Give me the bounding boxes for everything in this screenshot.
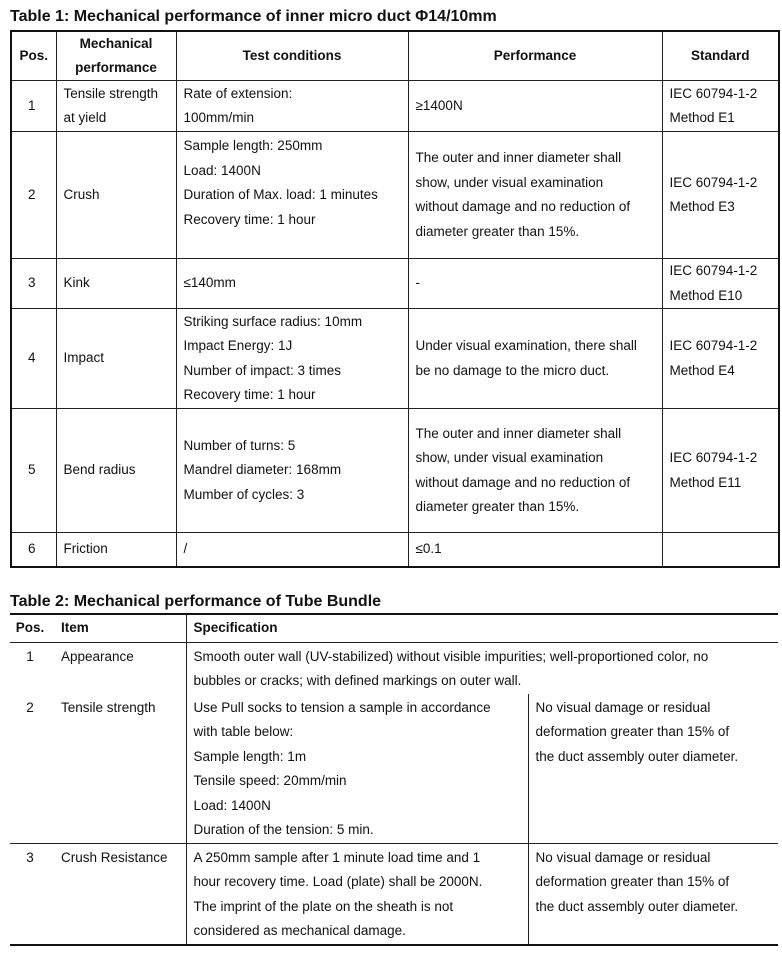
t1-pos: 5: [11, 409, 56, 533]
table-row: [11, 533, 779, 567]
t2-pos: 2: [26, 699, 34, 715]
table1-title: Table 1: Mechanical performance of inner micro duct Φ14/10mm: [10, 8, 497, 25]
t1-performance: ≤0.1: [408, 533, 662, 567]
t2-result: No visual damage or residual deformation greater than 15% of the duct assembly outer diameter.: [528, 694, 778, 844]
table-row: [11, 132, 779, 259]
t1-standard: IEC 60794-1-2 Method E4: [662, 309, 779, 409]
t1-performance: The outer and inner diameter shall show, under visual examination without damage and no reduction of diameter greater than 15%.: [408, 132, 662, 259]
t1-performance: ≥1400N: [408, 81, 662, 132]
table-row: [11, 309, 779, 409]
t1-header-performance: Performance: [408, 31, 662, 81]
table1: [10, 30, 780, 568]
table-row: [11, 409, 779, 533]
t1-header-conditions: Test conditions: [176, 31, 408, 81]
t1-standard: IEC 60794-1-2 Method E3: [662, 132, 779, 259]
t2-spec: Use Pull socks to tension a sample in accordance with table below: Sample length: 1m Tensile speed: 20mm/min Load: 1400N Duration of the tension: 5 min.: [186, 694, 528, 844]
t1-header-mechanical: Mechanical performance: [56, 31, 176, 81]
t1-pos: 1: [11, 81, 56, 132]
table2-title: Table 2: Mechanical performance of Tube Bundle: [10, 593, 382, 610]
t1-property: Friction: [56, 533, 176, 567]
t1-conditions: Rate of extension: 100mm/min: [176, 81, 408, 132]
t2-pos: 1: [26, 648, 34, 664]
t1-standard: IEC 60794-1-2 Method E11: [662, 409, 779, 533]
t2-item: Crush Resistance: [54, 843, 186, 945]
t1-conditions: /: [176, 533, 408, 567]
t1-standard: [662, 533, 779, 567]
t1-conditions: Number of turns: 5 Mandrel diameter: 168mm Mumber of cycles: 3: [176, 409, 408, 533]
t1-property: Crush: [56, 132, 176, 259]
table-row: [11, 259, 779, 309]
t2-header-item: Item: [54, 614, 186, 642]
t1-header-standard: Standard: [662, 31, 779, 81]
table2: [10, 613, 778, 946]
table-row: [10, 843, 778, 945]
t1-standard: IEC 60794-1-2 Method E1: [662, 81, 779, 132]
t2-item: Appearance: [61, 648, 134, 664]
t1-property: Tensile strength at yield: [56, 81, 176, 132]
t1-property: Kink: [56, 259, 176, 309]
t1-conditions: ≤140mm: [176, 259, 408, 309]
t1-pos: 6: [11, 533, 56, 567]
t1-standard: IEC 60794-1-2 Method E10: [662, 259, 779, 309]
t2-pos: 3: [10, 843, 54, 945]
t1-pos: 3: [11, 259, 56, 309]
t1-property: Bend radius: [56, 409, 176, 533]
t2-spec: A 250mm sample after 1 minute load time and 1 hour recovery time. Load (plate) shall be 2000N. The imprint of the plate on the sheath is not considered as mechanical damage.: [186, 843, 528, 945]
t2-item: Tensile strength: [61, 699, 156, 715]
t1-property: Impact: [56, 309, 176, 409]
t1-pos: 2: [11, 132, 56, 259]
t1-header-pos: Pos.: [11, 31, 56, 81]
table-row: [10, 642, 778, 694]
table-row: [11, 81, 779, 132]
t2-header-pos: Pos.: [10, 614, 54, 642]
t1-conditions: Sample length: 250mm Load: 1400N Duration of Max. load: 1 minutes Recovery time: 1 hour: [176, 132, 408, 259]
t1-performance: Under visual examination, there shall be no damage to the micro duct.: [408, 309, 662, 409]
t1-performance: The outer and inner diameter shall show, under visual examination without damage and no reduction of diameter greater than 15%.: [408, 409, 662, 533]
t2-header-specification: Specification: [186, 614, 778, 642]
table-row: [10, 694, 778, 844]
t1-conditions: Striking surface radius: 10mm Impact Energy: 1J Number of impact: 3 times Recovery time: 1 hour: [176, 309, 408, 409]
t2-spec: Smooth outer wall (UV-stabilized) without visible impurities; well-proportioned color, no bubbles or cracks; with defined markings on outer wall.: [186, 642, 778, 694]
t2-result: No visual damage or residual deformation greater than 15% of the duct assembly outer diameter.: [528, 843, 778, 945]
t1-pos: 4: [11, 309, 56, 409]
t1-performance: -: [408, 259, 662, 309]
